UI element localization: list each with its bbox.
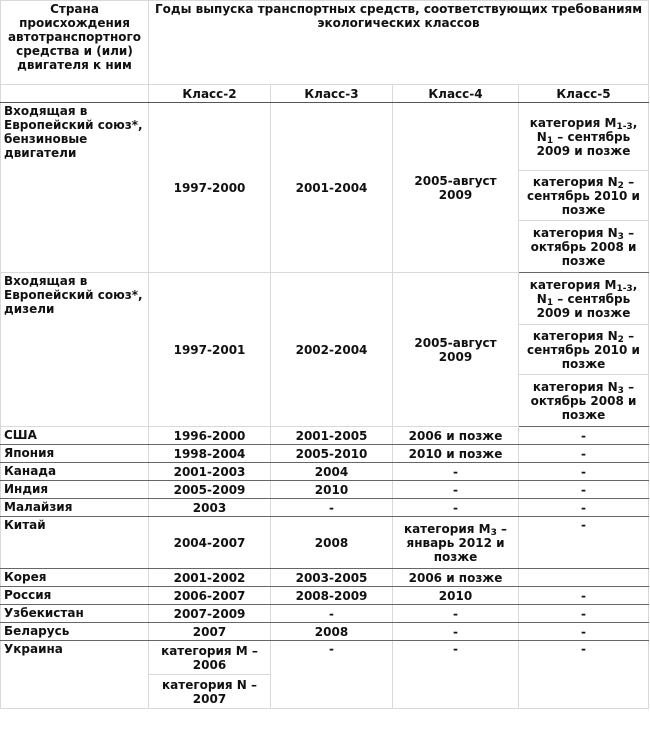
table-row: США 1996-2000 2001-2005 2006 и позже - xyxy=(1,427,649,445)
row-eu-petrol-class5-n2: категория $N_2$ – сентябрь 2010 и позже xyxy=(519,171,649,221)
header-class-2: Класс-2 xyxy=(149,85,271,103)
header-class-3: Класс-3 xyxy=(271,85,393,103)
row-eu-diesel-class4: 2005-август 2009 xyxy=(393,273,519,427)
ukraine-class2-m: категория M – 2006 xyxy=(149,641,271,675)
table-row: Китай 2004-2007 2008 категория $M_3$ – январь 2012 и позже - xyxy=(1,517,649,569)
row-eu-petrol-country: Входящая в Европейский союз*, бензиновые двигатели xyxy=(1,103,149,273)
row-eu-diesel-class3: 2002-2004 xyxy=(271,273,393,427)
table-row: Россия 2006-2007 2008-2009 2010 - xyxy=(1,587,649,605)
table-row: Узбекистан 2007-2009 - - - xyxy=(1,605,649,623)
header-country: Страна происхождения автотранспортного средства и (или) двигателя к ним xyxy=(1,1,149,85)
row-eu-diesel-class5-m1: категория $M_{1-3}$, $N_1$ – сентябрь 2009 и позже xyxy=(519,273,649,325)
header-years-group: Годы выпуска транспортных средств, соответствующих требованиям экологических классов xyxy=(149,1,649,85)
header-class-4: Класс-4 xyxy=(393,85,519,103)
row-eu-diesel-class2: 1997-2001 xyxy=(149,273,271,427)
header-blank xyxy=(1,85,149,103)
row-eu-petrol-class3: 2001-2004 xyxy=(271,103,393,273)
table-row: Канада 2001-2003 2004 - - xyxy=(1,463,649,481)
table-row: Малайзия 2003 - - - xyxy=(1,499,649,517)
header-class-5: Класс-5 xyxy=(519,85,649,103)
china-class4: категория $M_3$ – январь 2012 и позже xyxy=(393,517,519,569)
row-eu-diesel-class5-n3: категория $N_3$ – октябрь 2008 и позже xyxy=(519,375,649,427)
row-eu-petrol-class5-m1: категория $M_{1-3}$, $N_1$ – сентябрь 2009 и позже xyxy=(519,103,649,171)
row-eu-petrol-class5-n3: категория $N_3$ – октябрь 2008 и позже xyxy=(519,221,649,273)
table-row: Украина категория M – 2006 - - - xyxy=(1,641,649,675)
ukraine-class2-n: категория N – 2007 xyxy=(149,675,271,709)
row-eu-petrol-class4: 2005-август 2009 xyxy=(393,103,519,273)
row-eu-diesel-class5-n2: категория $N_2$ – сентябрь 2010 и позже xyxy=(519,325,649,375)
table-row: Индия 2005-2009 2010 - - xyxy=(1,481,649,499)
row-eu-petrol-class2: 1997-2000 xyxy=(149,103,271,273)
table-row: Япония 1998-2004 2005-2010 2010 и позже - xyxy=(1,445,649,463)
row-eu-diesel-country: Входящая в Европейский союз*, дизели xyxy=(1,273,149,427)
table-row: Корея 2001-2002 2003-2005 2006 и позже xyxy=(1,569,649,587)
table-row: Беларусь 2007 2008 - - xyxy=(1,623,649,641)
